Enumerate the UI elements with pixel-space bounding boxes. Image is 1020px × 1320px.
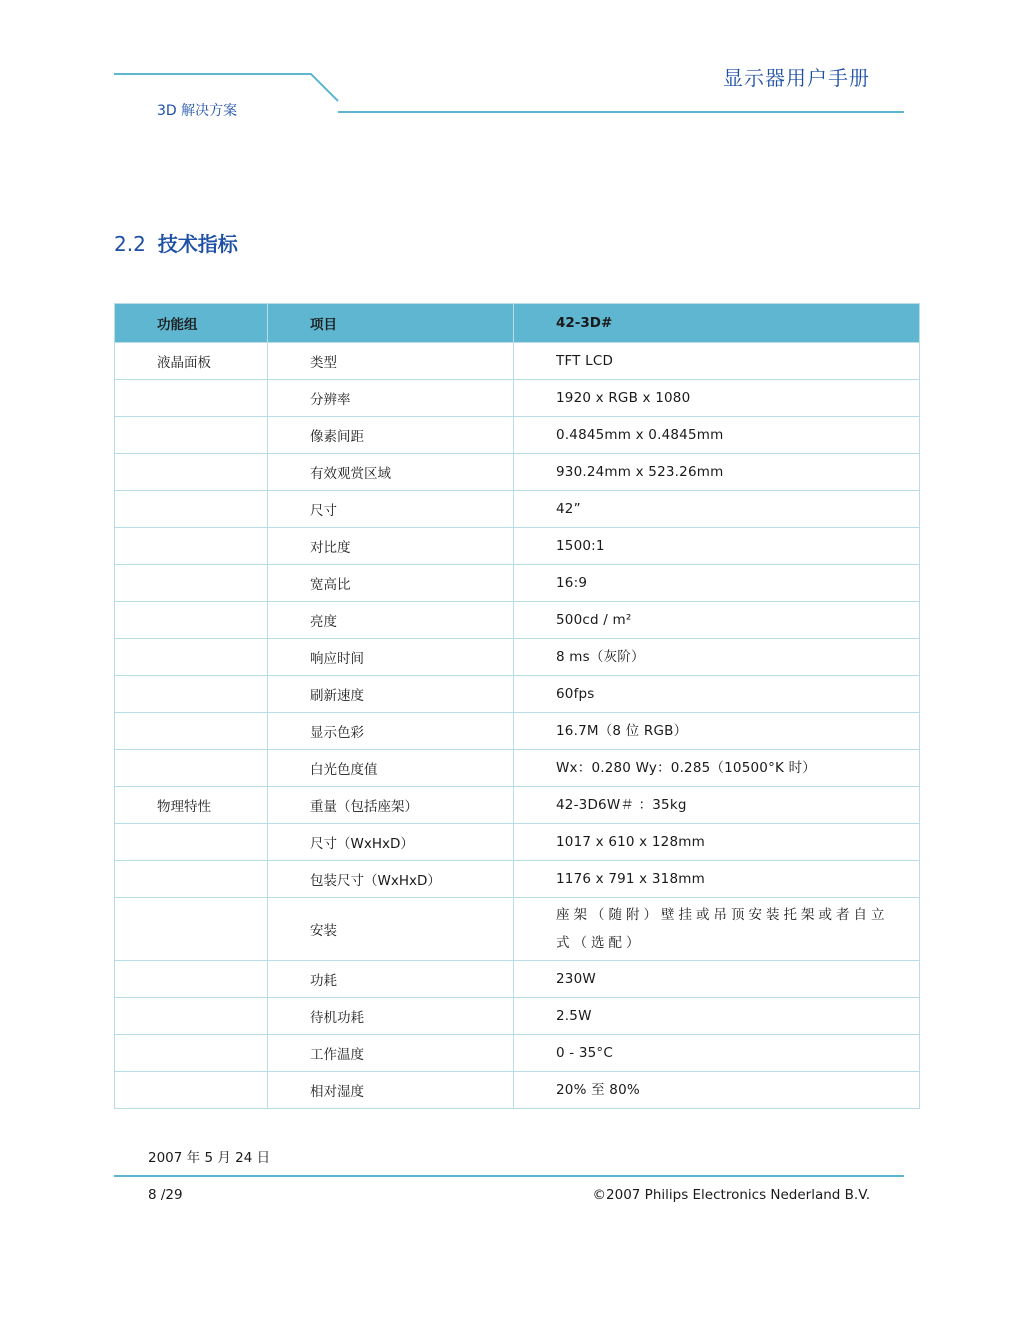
table-row xyxy=(115,639,920,676)
table-row xyxy=(115,491,920,528)
row-item-cell: 亮度 xyxy=(268,602,514,639)
spec-table xyxy=(114,303,920,1109)
row-value-cell: 42-3D6W＃ ：35kg xyxy=(514,787,920,824)
row-item-cell: 刷新速度 xyxy=(268,676,514,713)
table-row xyxy=(115,750,920,787)
row-value-cell: 8 ms（灰阶） xyxy=(514,639,920,676)
row-value-cell: TFT LCD xyxy=(514,343,920,380)
row-group-cell xyxy=(115,454,268,491)
section-number: 2.2 xyxy=(114,232,146,256)
table-row xyxy=(115,565,920,602)
row-group-cell xyxy=(115,861,268,898)
row-value-cell: 2.5W xyxy=(514,998,920,1035)
table-row xyxy=(115,861,920,898)
header-group: 功能组 xyxy=(115,304,268,343)
row-value-cell: 230W xyxy=(514,961,920,998)
table-row xyxy=(115,343,920,380)
table-row xyxy=(115,898,920,961)
row-group-cell xyxy=(115,639,268,676)
section-title: 技术指标 xyxy=(157,232,238,256)
table-header-row xyxy=(115,304,920,343)
row-value-cell: 0 - 35°C xyxy=(514,1035,920,1072)
row-item-cell: 尺寸（WxHxD） xyxy=(268,824,514,861)
row-value-cell: Wx：0.280 Wy：0.285（10500°K 时） xyxy=(514,750,920,787)
row-item-cell: 显示色彩 xyxy=(268,713,514,750)
table-row xyxy=(115,417,920,454)
row-group-cell xyxy=(115,491,268,528)
page-number: 8 /29 xyxy=(148,1187,183,1203)
row-group-cell xyxy=(115,602,268,639)
row-item-cell: 有效观赏区域 xyxy=(268,454,514,491)
row-value-cell: 1017 x 610 x 128mm xyxy=(514,824,920,861)
row-item-cell: 工作温度 xyxy=(268,1035,514,1072)
row-group-cell xyxy=(115,676,268,713)
row-item-cell: 宽高比 xyxy=(268,565,514,602)
table-row xyxy=(115,1035,920,1072)
row-item-cell: 尺寸 xyxy=(268,491,514,528)
row-item-cell: 响应时间 xyxy=(268,639,514,676)
row-item-cell: 安装 xyxy=(268,898,514,961)
row-group-cell xyxy=(115,750,268,787)
row-item-cell: 重量（包括座架） xyxy=(268,787,514,824)
row-item-cell: 白光色度值 xyxy=(268,750,514,787)
footer-date: 2007 年 5 月 24 日 xyxy=(148,1150,271,1166)
table-row xyxy=(115,787,920,824)
chapter-label: 3D 解决方案 xyxy=(157,103,238,119)
row-value-cell: 1920 x RGB x 1080 xyxy=(514,380,920,417)
table-row xyxy=(115,1072,920,1109)
row-group-cell xyxy=(115,1072,268,1109)
table-row xyxy=(115,380,920,417)
row-value-cell: 座架（随附）壁挂或吊顶安装托架或者自立式（选配） xyxy=(514,898,920,961)
table-row xyxy=(115,998,920,1035)
row-value-cell: 16.7M（8 位 RGB） xyxy=(514,713,920,750)
row-group-cell xyxy=(115,713,268,750)
table-row xyxy=(115,454,920,491)
row-group-cell: 物理特性 xyxy=(115,787,268,824)
row-value-cell: 60fps xyxy=(514,676,920,713)
header-item: 项目 xyxy=(268,304,514,343)
row-item-cell: 相对湿度 xyxy=(268,1072,514,1109)
row-value-cell: 1500:1 xyxy=(514,528,920,565)
row-value-cell: 0.4845mm x 0.4845mm xyxy=(514,417,920,454)
row-group-cell xyxy=(115,528,268,565)
row-value-cell: 500cd / m² xyxy=(514,602,920,639)
row-value-cell: 42” xyxy=(514,491,920,528)
table-row xyxy=(115,602,920,639)
row-group-cell: 液晶面板 xyxy=(115,343,268,380)
row-item-cell: 像素间距 xyxy=(268,417,514,454)
row-value-cell: 930.24mm x 523.26mm xyxy=(514,454,920,491)
table-row xyxy=(115,961,920,998)
row-value-cell: 20% 至 80% xyxy=(514,1072,920,1109)
row-group-cell xyxy=(115,380,268,417)
row-group-cell xyxy=(115,417,268,454)
row-item-cell: 包装尺寸（WxHxD） xyxy=(268,861,514,898)
row-group-cell xyxy=(115,824,268,861)
table-row xyxy=(115,713,920,750)
row-item-cell: 待机功耗 xyxy=(268,998,514,1035)
row-group-cell xyxy=(115,998,268,1035)
row-item-cell: 类型 xyxy=(268,343,514,380)
row-value-cell: 16:9 xyxy=(514,565,920,602)
table-row xyxy=(115,676,920,713)
row-value-cell: 1176 x 791 x 318mm xyxy=(514,861,920,898)
row-group-cell xyxy=(115,565,268,602)
table-row xyxy=(115,824,920,861)
footer-rule xyxy=(114,1175,904,1177)
document-title: 显示器用户手册 xyxy=(723,66,870,90)
row-item-cell: 分辨率 xyxy=(268,380,514,417)
row-group-cell xyxy=(115,961,268,998)
copyright: ©2007 Philips Electronics Nederland B.V. xyxy=(592,1187,870,1203)
row-group-cell xyxy=(115,1035,268,1072)
row-item-cell: 功耗 xyxy=(268,961,514,998)
header-model: 42-3D# xyxy=(514,304,920,343)
row-item-cell: 对比度 xyxy=(268,528,514,565)
section-heading xyxy=(114,228,238,257)
row-group-cell xyxy=(115,898,268,961)
table-row xyxy=(115,528,920,565)
